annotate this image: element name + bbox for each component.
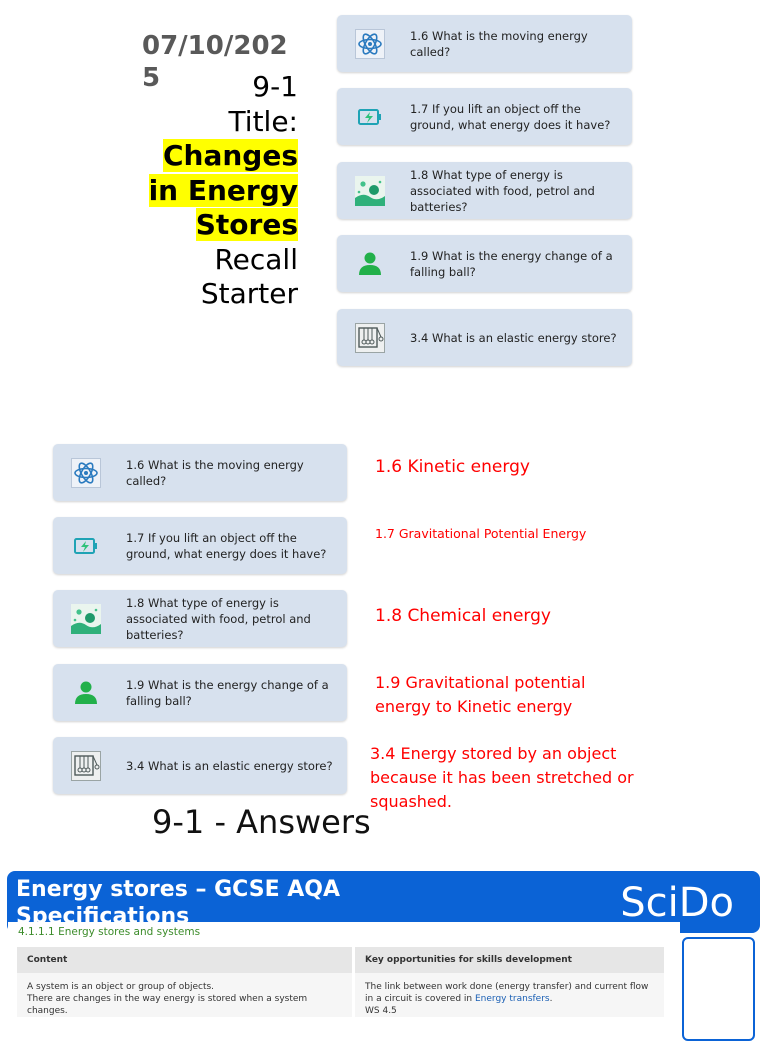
answer-question-card	[53, 444, 347, 501]
spec-ref: WS 4.5	[365, 1006, 397, 1016]
highlighted-title: Stores	[195, 208, 298, 241]
spec-skills-cell	[354, 973, 666, 1017]
question-card	[337, 309, 632, 366]
question-card	[337, 235, 632, 292]
battery-icon	[355, 102, 385, 132]
question-text: 1.9 What is the energy change of a falling ball?	[126, 677, 329, 708]
question-text: 1.7 If you lift an object off the ground, what energy does it have?	[126, 530, 327, 561]
question-text: 1.6 What is the moving energy called?	[126, 457, 304, 488]
banner-title: Energy stores – GCSE AQA Specifications	[16, 877, 341, 929]
spec-col-header: Content	[17, 947, 354, 973]
lesson-title	[98, 70, 298, 312]
energy-transfers-link[interactable]: Energy transfers	[475, 994, 550, 1004]
question-card	[337, 88, 632, 145]
spec-line: A system is an object or group of objects.	[27, 982, 215, 992]
side-panel-frame	[682, 937, 755, 1041]
highlighted-title: Changes	[162, 139, 298, 172]
spec-skills-text: The link between work done (energy transfer) and current flow in a circuit is covered in	[365, 982, 649, 1004]
answer-question-card	[53, 590, 347, 647]
question-text: 1.9 What is the energy change of a falling ball?	[410, 248, 613, 279]
question-text: 3.4 What is an elastic energy store?	[126, 758, 333, 773]
brand-logo: SciDo	[620, 880, 734, 926]
subtitle-line: Recall	[214, 242, 298, 276]
spec-line: There are changes in the way energy is stored when a system changes.	[27, 994, 308, 1016]
newtons-cradle-icon	[355, 323, 385, 353]
virus-icon	[71, 604, 101, 634]
answer-text: 1.8 Chemical energy	[375, 606, 551, 626]
answer-text: 1.9 Gravitational potential energy to Kinetic energy	[375, 673, 586, 716]
question-card	[337, 162, 632, 219]
answer-text: 3.4 Energy stored by an object because it has been stretched or squashed.	[370, 744, 634, 811]
highlighted-title: in Energy	[148, 173, 298, 207]
answer-text: 1.6 Kinetic energy	[375, 457, 530, 477]
question-text: 1.7 If you lift an object off the ground, what energy does it have?	[410, 101, 611, 132]
atom-icon	[355, 29, 385, 59]
newtons-cradle-icon	[71, 751, 101, 781]
virus-icon	[355, 176, 385, 206]
answers-heading: 9-1 - Answers	[152, 803, 371, 841]
person-icon	[355, 249, 385, 279]
spec-section-heading: 4.1.1.1 Energy stores and systems	[18, 926, 201, 938]
atom-icon	[71, 458, 101, 488]
answer-question-card	[53, 517, 347, 574]
title-line: Title:	[228, 104, 298, 138]
spec-content-cell	[17, 973, 354, 1017]
question-card	[337, 15, 632, 72]
question-text: 1.8 What type of energy is associated with food, petrol and batteries?	[410, 167, 595, 214]
battery-icon	[71, 531, 101, 561]
spec-punct: .	[549, 994, 553, 1004]
question-text: 3.4 What is an elastic energy store?	[410, 330, 617, 345]
answer-text: 1.7 Gravitational Potential Energy	[375, 526, 587, 541]
answer-question-card	[53, 737, 347, 794]
date: 07/10/2025	[142, 31, 288, 93]
spec-col-header: Key opportunities for skills development	[354, 947, 666, 973]
answer-question-card	[53, 664, 347, 721]
person-icon	[71, 678, 101, 708]
subtitle-line: Starter	[200, 277, 298, 310]
question-text: 1.6 What is the moving energy called?	[410, 28, 588, 59]
title-line: 9-1	[252, 70, 298, 103]
question-text: 1.8 What type of energy is associated with food, petrol and batteries?	[126, 595, 311, 642]
spec-table	[17, 947, 667, 1017]
